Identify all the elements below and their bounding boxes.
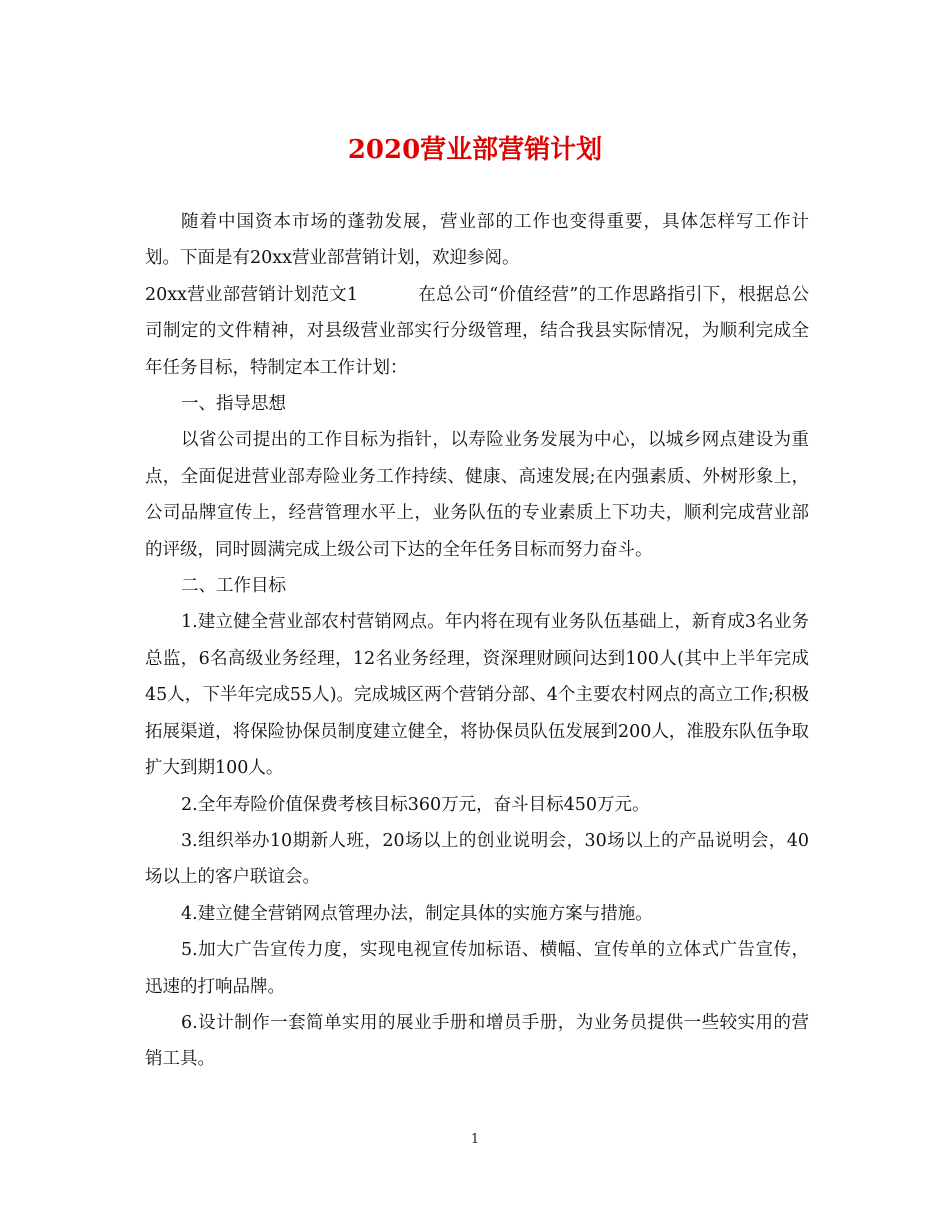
sample-text: 在总公司“价值经营”的工作思路指引下，根据总公司制定的文件精神，对县级营业部实行分级管理，结合我县实际情况，为顺利完成全年任务目标，特制定本工作计划： bbox=[145, 284, 809, 378]
goal-item-5: 5.加大广告宣传力度，实现电视宣传加标语、横幅、宣传单的立体式广告宣传，迅速的打响品牌。 bbox=[145, 940, 809, 997]
document-title: 2020营业部营销计划 bbox=[347, 135, 603, 165]
goal-item-1: 1.建立健全营业部农村营销网点。年内将在现有业务队伍基础上，新育成3名业务总监，6名高级业务经理，12名业务经理，资深理财顾问达到100人(其中上半年完成45人，下半年完成55人)。完成城区两个营销分部、4个主要农村网点的高立工作;积极拓展渠道，将保险协保员制度建立健全，将协保员队伍发展到200人，准股东队伍争取扩大到期100人。 bbox=[145, 612, 809, 779]
goal-item-3: 3.组织举办10期新人班，20场以上的创业说明会，30场以上的产品说明会，40场以上的客户联谊会。 bbox=[145, 830, 809, 888]
section1-heading: 一、指导思想 bbox=[181, 394, 286, 415]
goal-item-2: 2.全年寿险价值保费考核目标360万元，奋斗目标450万元。 bbox=[181, 794, 650, 815]
page-number: 1 bbox=[470, 1132, 480, 1147]
intro-paragraph: 随着中国资本市场的蓬勃发展，营业部的工作也变得重要，具体怎样写工作计划。下面是有20xx营业部营销计划，欢迎参阅。 bbox=[145, 212, 809, 269]
sample-paragraph bbox=[145, 277, 809, 386]
sample-label: 20xx营业部营销计划范文1 bbox=[145, 284, 359, 305]
goal-item-4: 4.建立健全营销网点管理办法，制定具体的实施方案与措施。 bbox=[181, 903, 653, 924]
section2-heading: 二、工作目标 bbox=[181, 576, 286, 597]
section1-paragraph: 以省公司提出的工作目标为指针，以寿险业务发展为中心，以城乡网点建设为重点，全面促进营业部寿险业务工作持续、健康、高速发展;在内强素质、外树形象上，公司品牌宣传上，经营管理水平上，业务队伍的专业素质上下功夫，顺利完成营业部的评级，同时圆满完成上级公司下达的全年任务目标而努力奋斗。 bbox=[145, 430, 809, 560]
document-body bbox=[145, 204, 809, 1078]
goal-item-6: 6.设计制作一套简单实用的展业手册和增员手册，为业务员提供一些较实用的营销工具。 bbox=[145, 1012, 809, 1070]
